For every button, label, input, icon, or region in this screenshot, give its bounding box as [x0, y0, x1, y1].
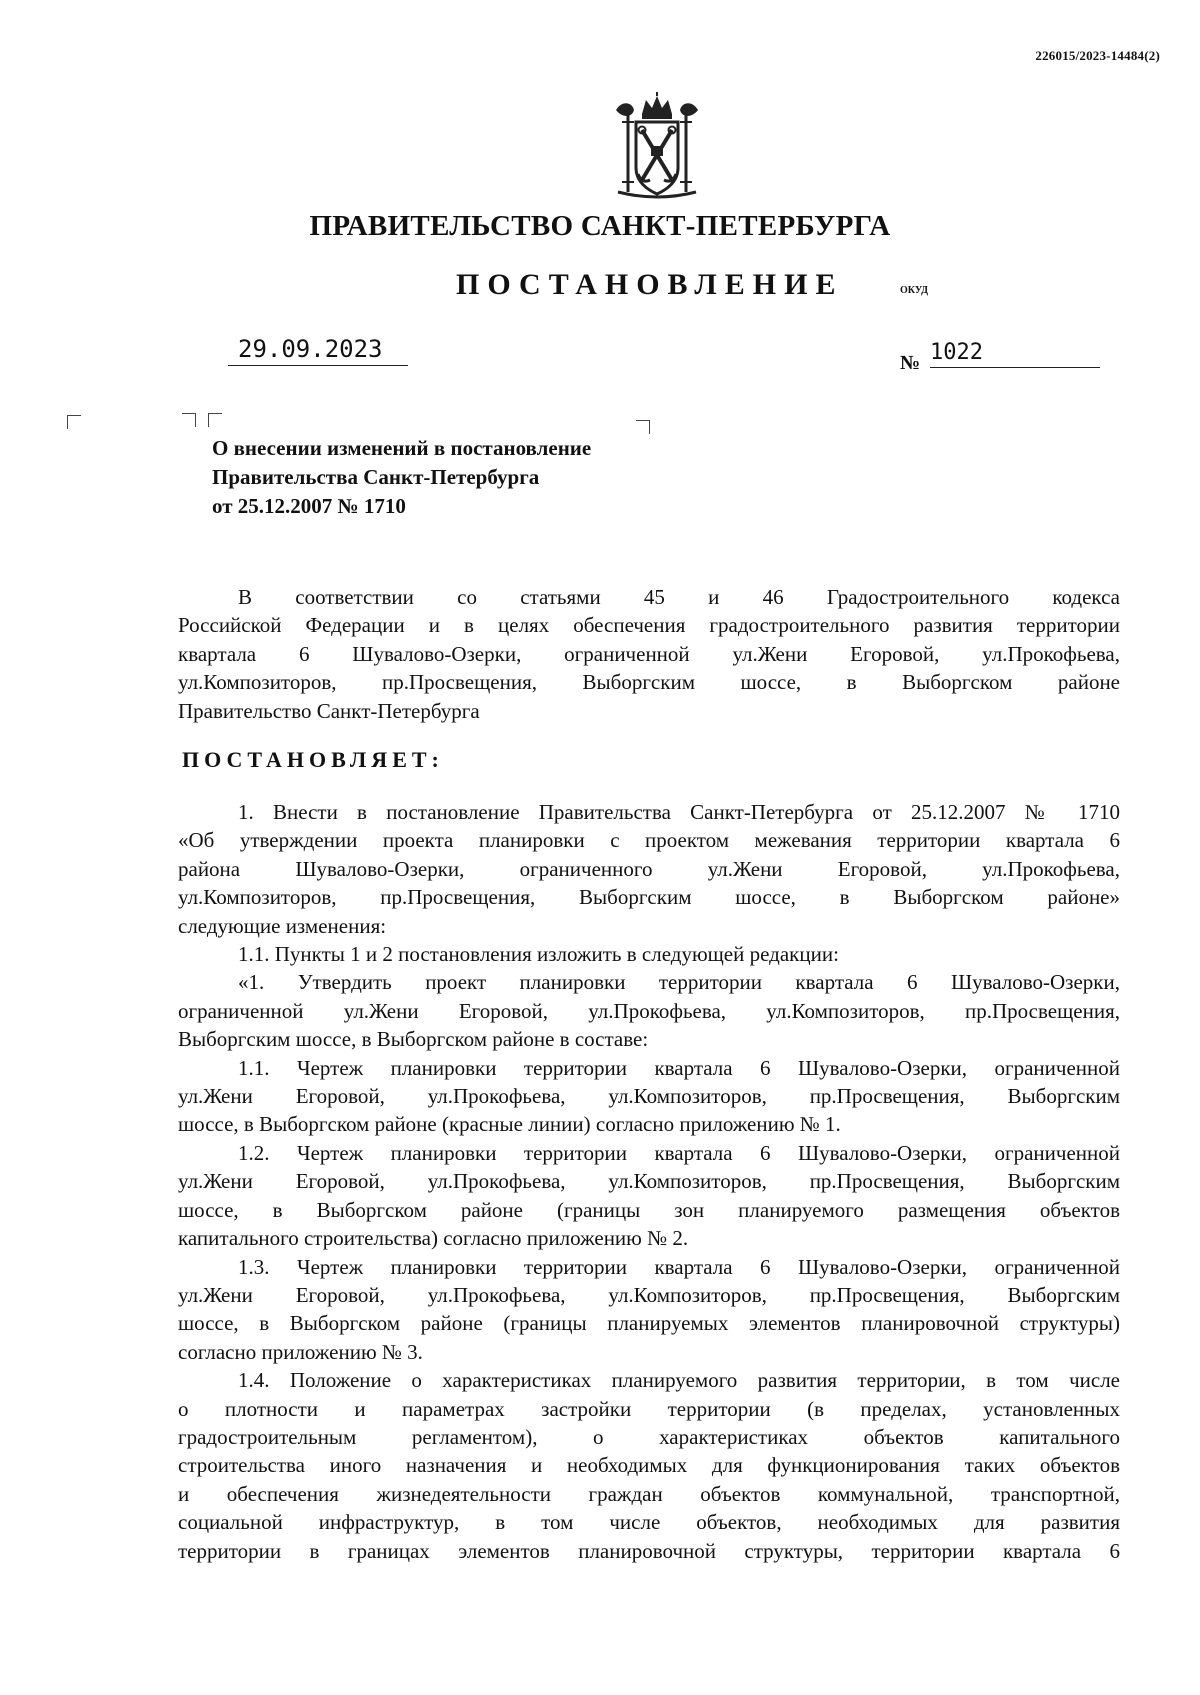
text-line: ограниченной ул.Жени Егоровой, ул.Прокофьева, ул.Композиторов, пр.Просвещения,: [178, 998, 1120, 1023]
corner-mark: [636, 420, 650, 434]
organization-title: ПРАВИТЕЛЬСТВО САНКТ-ПЕТЕРБУРГА: [309, 210, 891, 242]
corner-mark: [182, 413, 196, 427]
text-line: ул.Композиторов, пр.Просвещения, Выборгским шоссе, в Выборгском районе: [178, 670, 1120, 695]
text-line: территории в границах элементов планировочной структуры, территории квартала 6: [178, 1538, 1120, 1563]
text-line: социальной инфраструктур, в том числе объектов, необходимых для развития: [178, 1510, 1120, 1535]
text-line: шоссе, в Выборгском районе (границы зон планируемого размещения объектов: [178, 1197, 1120, 1222]
document-subject: [212, 434, 591, 521]
subject-line: Правительства Санкт-Петербурга: [212, 465, 540, 489]
text-line: Правительство Санкт-Петербурга: [178, 698, 480, 723]
subject-line: от 25.12.2007 № 1710: [212, 494, 406, 518]
text-line: градостроительным регламентом), о характеристиках объектов капитального: [178, 1424, 1120, 1449]
text-line: о плотности и параметрах застройки территории (в пределах, установленных: [178, 1396, 1120, 1421]
resolution-body: [178, 798, 1120, 1565]
text-line: В соответствии со статьями 45 и 46 Градостроительного кодекса: [238, 585, 1120, 609]
text-line: 1. Внести в постановление Правительства Санкт-Петербурга от 25.12.2007 № 1710: [238, 800, 1120, 824]
text-line: Выборгским шоссе, в Выборгском районе в составе:: [178, 1027, 649, 1052]
okud-label: ОКУД: [900, 285, 929, 296]
text-line: капитального строительства) согласно приложению № 2.: [178, 1226, 689, 1251]
text-line: ул.Жени Егоровой, ул.Прокофьева, ул.Композиторов, пр.Просвещения, Выборгским: [178, 1169, 1120, 1194]
text-line: шоссе, в Выборгском районе (границы планируемых элементов планировочной структуры): [178, 1311, 1120, 1336]
text-line: согласно приложению № 3.: [178, 1339, 423, 1364]
text-line: 1.3. Чертеж планировки территории квартала 6 Шувалово-Озерки, ограниченной: [238, 1254, 1120, 1279]
text-line: «Об утверждении проекта планировки с проектом межевания территории квартала 6: [178, 828, 1120, 853]
text-line: 1.4. Положение о характеристиках планируемого развития территории, в том числе: [238, 1368, 1120, 1393]
document-number: 226015/2023-14484(2): [1035, 48, 1160, 63]
text-line: района Шувалово-Озерки, ограниченного ул.Жени Егоровой, ул.Прокофьева,: [178, 856, 1120, 881]
number-sign: №: [900, 352, 921, 374]
text-line: «1. Утвердить проект планировки территории квартала 6 Шувалово-Озерки,: [238, 970, 1120, 995]
text-line: 1.1. Чертеж планировки территории квартала 6 Шувалово-Озерки, ограниченной: [238, 1055, 1120, 1080]
text-line: строительства иного назначения и необходимых для функционирования таких объектов: [178, 1453, 1120, 1478]
text-line: 1.1. Пункты 1 и 2 постановления изложить в следующей редакции:: [238, 942, 839, 967]
text-line: шоссе, в Выборгском районе (красные линии) согласно приложению № 1.: [178, 1112, 841, 1137]
text-line: Российской Федерации и в целях обеспечения градостроительного развития территории: [178, 613, 1120, 638]
text-line: и обеспечения жизнедеятельности граждан объектов коммунальной, транспортной,: [178, 1481, 1120, 1506]
corner-mark: [208, 413, 222, 427]
coat-of-arms-icon: [608, 92, 706, 200]
text-line: квартала 6 Шувалово-Озерки, ограниченной ул.Жени Егоровой, ул.Прокофьева,: [178, 641, 1120, 666]
document-type-title: ПОСТАНОВЛЕНИЕ: [456, 268, 844, 301]
corner-mark: [67, 415, 81, 429]
text-line: 1.2. Чертеж планировки территории квартала 6 Шувалово-Озерки, ограниченной: [238, 1140, 1120, 1165]
text-line: ул.Жени Егоровой, ул.Прокофьева, ул.Композиторов, пр.Просвещения, Выборгским: [178, 1282, 1120, 1307]
text-line: следующие изменения:: [178, 913, 387, 938]
text-line: ул.Композиторов, пр.Просвещения, Выборгским шоссе, в Выборгском районе»: [178, 885, 1120, 910]
text-line: ул.Жени Егоровой, ул.Прокофьева, ул.Композиторов, пр.Просвещения, Выборгским: [178, 1084, 1120, 1109]
subject-line: О внесении изменений в постановление: [212, 436, 592, 460]
resolves-heading: ПОСТАНОВЛЯЕТ:: [182, 747, 444, 772]
preamble: [178, 583, 1120, 725]
document-date: 29.09.2023: [228, 335, 408, 366]
document-number-field: 1022: [930, 340, 1100, 368]
